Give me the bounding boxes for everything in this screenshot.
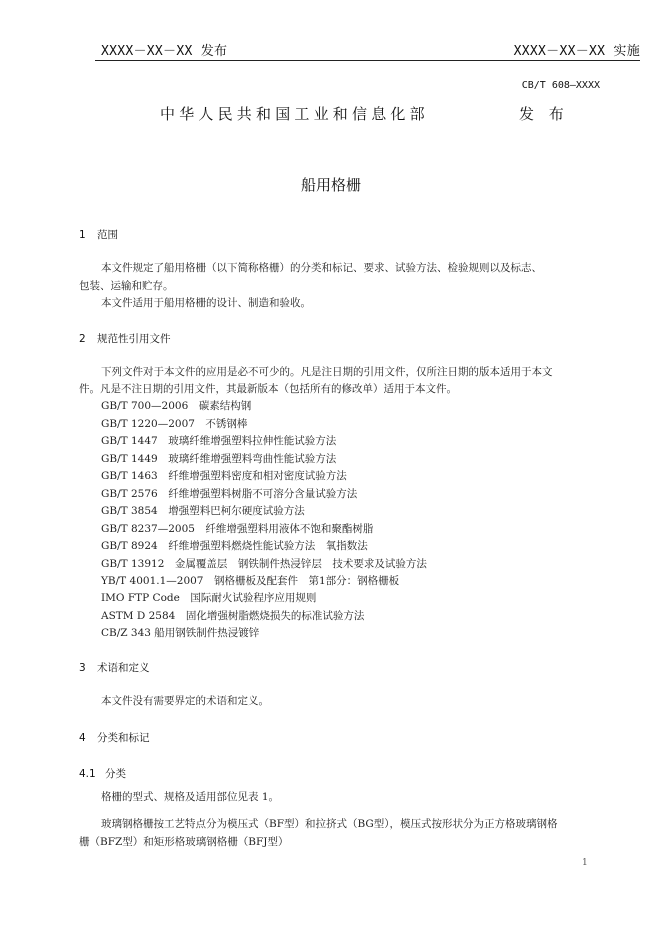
- section-title: 规范性引用文件: [97, 333, 171, 345]
- paragraph: 件。凡是不注日期的引用文件，其最新版本（包括所有的修改单）适用于本文件。: [79, 383, 457, 395]
- header-rule: [95, 60, 640, 61]
- reference-item: GB/T 1447 玻璃纤维增强塑料拉伸性能试验方法: [101, 435, 337, 447]
- reference-item: CB/Z 343 船用钢铁制件热浸镀锌: [101, 627, 260, 639]
- section-4-heading: [79, 730, 150, 745]
- publish-date: XXXX－XX－XX 发布: [101, 44, 228, 59]
- paragraph: 本文件规定了船用格栅（以下简称格栅）的分类和标记、要求、试验方法、检验规则以及标志、: [101, 262, 542, 274]
- section-number: 4.1: [79, 768, 96, 780]
- reference-item: GB/T 8924 纤维增强塑料燃烧性能试验方法 氧指数法: [101, 540, 368, 552]
- reference-item: GB/T 3854 增强塑料巴柯尔硬度试验方法: [101, 505, 305, 517]
- section-2-heading: [79, 331, 171, 346]
- section-4-1-heading: [79, 766, 126, 781]
- reference-item: IMO FTP Code 国际耐火试验程序应用规则: [101, 592, 317, 604]
- reference-item: GB/T 1463 纤维增强塑料密度和相对密度试验方法: [101, 470, 347, 482]
- reference-item: ASTM D 2584 固化增强树脂燃烧损失的标准试验方法: [101, 610, 365, 622]
- reference-item: GB/T 2576 纤维增强塑料树脂不可溶分含量试验方法: [101, 488, 358, 500]
- paragraph: 包装、运输和贮存。: [79, 280, 174, 292]
- document-title: 船用格栅: [300, 176, 361, 194]
- publisher-name: 中华人民共和国工业和信息化部: [160, 105, 429, 123]
- section-title: 术语和定义: [97, 662, 150, 674]
- reference-item: GB/T 700—2006 碳素结构钢: [101, 400, 252, 412]
- section-number: 1: [79, 229, 86, 241]
- reference-item: YB/T 4001.1—2007 钢格栅板及配套件 第1部分：钢格栅板: [101, 575, 400, 587]
- paragraph: 下列文件对于本文件的应用是必不可少的。凡是注日期的引用文件，仅所注日期的版本适用于本文: [101, 366, 553, 378]
- reference-item: GB/T 8237—2005 纤维增强塑料用液体不饱和聚酯树脂: [101, 523, 374, 535]
- section-title: 分类和标记: [97, 732, 150, 744]
- document-number: CB/T 608—XXXX: [521, 80, 600, 91]
- paragraph: 格栅的型式、规格及适用部位见表 1。: [101, 791, 280, 803]
- page-number: 1: [582, 858, 588, 868]
- paragraph: 栅（BFZ型）和矩形格玻璃钢格栅（BFJ型）: [79, 836, 289, 848]
- paragraph: 本文件适用于船用格栅的设计、制造和验收。: [101, 297, 311, 309]
- implement-date: XXXX－XX－XX 实施: [513, 44, 640, 59]
- section-1-heading: [79, 227, 118, 242]
- section-number: 2: [79, 333, 86, 345]
- section-3-heading: [79, 660, 150, 675]
- issue-label: 发 布: [519, 105, 569, 123]
- paragraph: 玻璃钢格栅按工艺特点分为模压式（BF型）和拉挤式（BG型），模压式按形状分为正方格玻璃钢格: [101, 818, 558, 830]
- section-number: 4: [79, 732, 86, 744]
- section-title: 分类: [105, 768, 126, 780]
- reference-item: GB/T 13912 金属覆盖层 钢铁制件热浸锌层 技术要求及试验方法: [101, 558, 427, 570]
- reference-item: GB/T 1449 玻璃纤维增强塑料弯曲性能试验方法: [101, 453, 337, 465]
- section-title: 范围: [97, 229, 118, 241]
- section-number: 3: [79, 662, 86, 674]
- reference-item: GB/T 1220—2007 不锈钢棒: [101, 418, 248, 430]
- paragraph: 本文件没有需要界定的术语和定义。: [101, 695, 269, 707]
